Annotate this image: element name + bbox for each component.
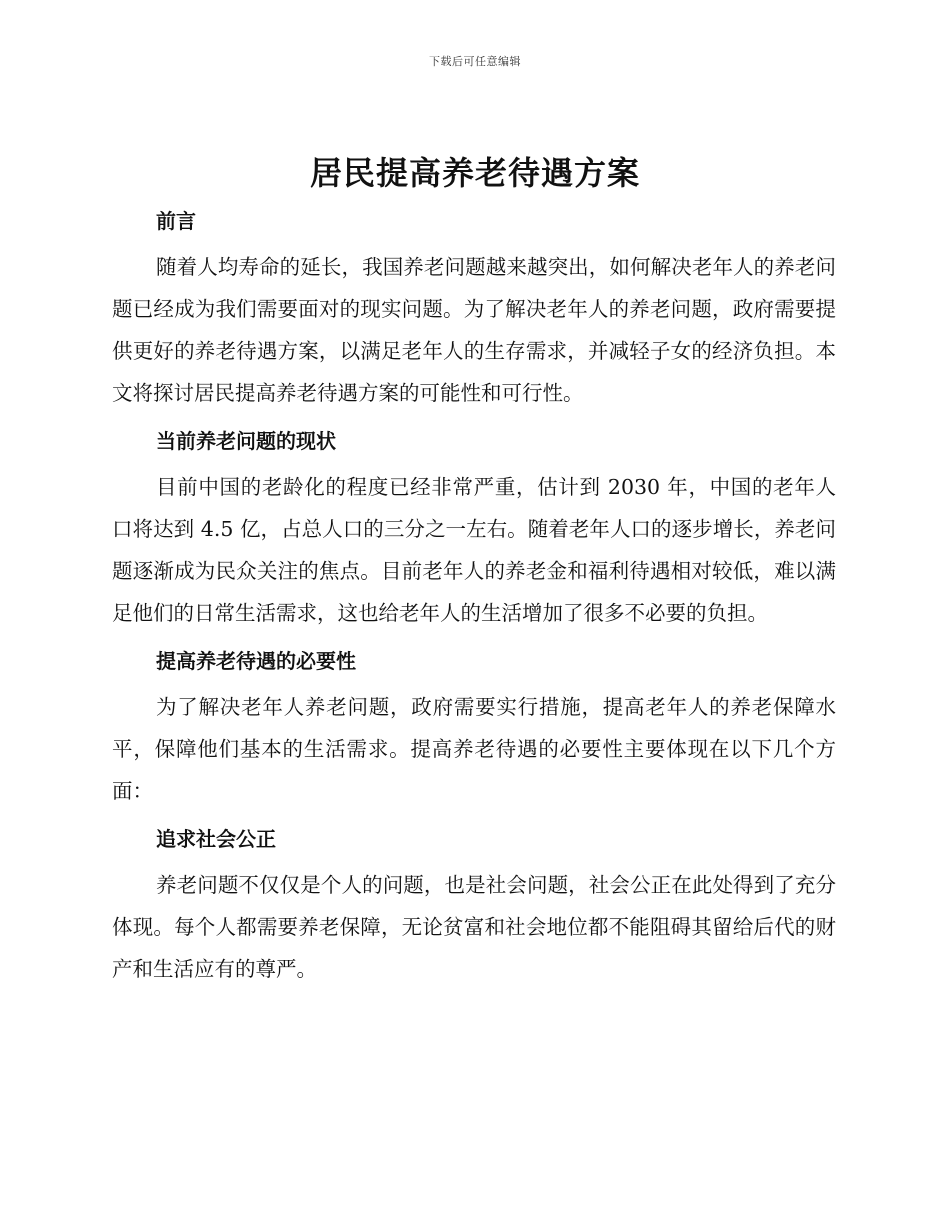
document-body [112, 202, 836, 998]
section-paragraph-social-justice: 养老问题不仅仅是个人的问题，也是社会问题，社会公正在此处得到了充分体现。每个人都需要养老保障，无论贫富和社会地位都不能阻碍其留给后代的财产和生活应有的尊严。 [112, 873, 836, 981]
document-title: 居民提高养老待遇方案 [309, 154, 640, 192]
section-heading-current-status: 当前养老问题的现状 [156, 429, 336, 453]
section-heading-social-justice: 追求社会公正 [156, 827, 276, 851]
section-heading-preface: 前言 [156, 209, 196, 233]
section-paragraph-necessity: 为了解决老年人养老问题，政府需要实行措施，提高老年人的养老保障水平，保障他们基本的生活需求。提高养老待遇的必要性主要体现在以下几个方面： [112, 695, 836, 803]
section-heading-necessity: 提高养老待遇的必要性 [156, 649, 356, 673]
page-header-note: 下载后可任意编辑 [429, 55, 521, 68]
section-paragraph-preface: 随着人均寿命的延长，我国养老问题越来越突出，如何解决老年人的养老问题已经成为我们需要面对的现实问题。为了解决老年人的养老问题，政府需要提供更好的养老待遇方案，以满足老年人的生存需求，并减轻子女的经济负担。本文将探讨居民提高养老待遇方案的可能性和可行性。 [112, 255, 836, 405]
section-paragraph-current-status: 目前中国的老龄化的程度已经非常严重，估计到 2030 年，中国的老年人口将达到 4.5 亿，占总人口的三分之一左右。随着老年人口的逐步增长，养老问题逐渐成为民众关注的焦点。目前老年人的养老金和福利待遇相对较低，难以满足他们的日常生活需求，这也给老年人的生活增加了很多不必要的负担。 [112, 475, 836, 625]
